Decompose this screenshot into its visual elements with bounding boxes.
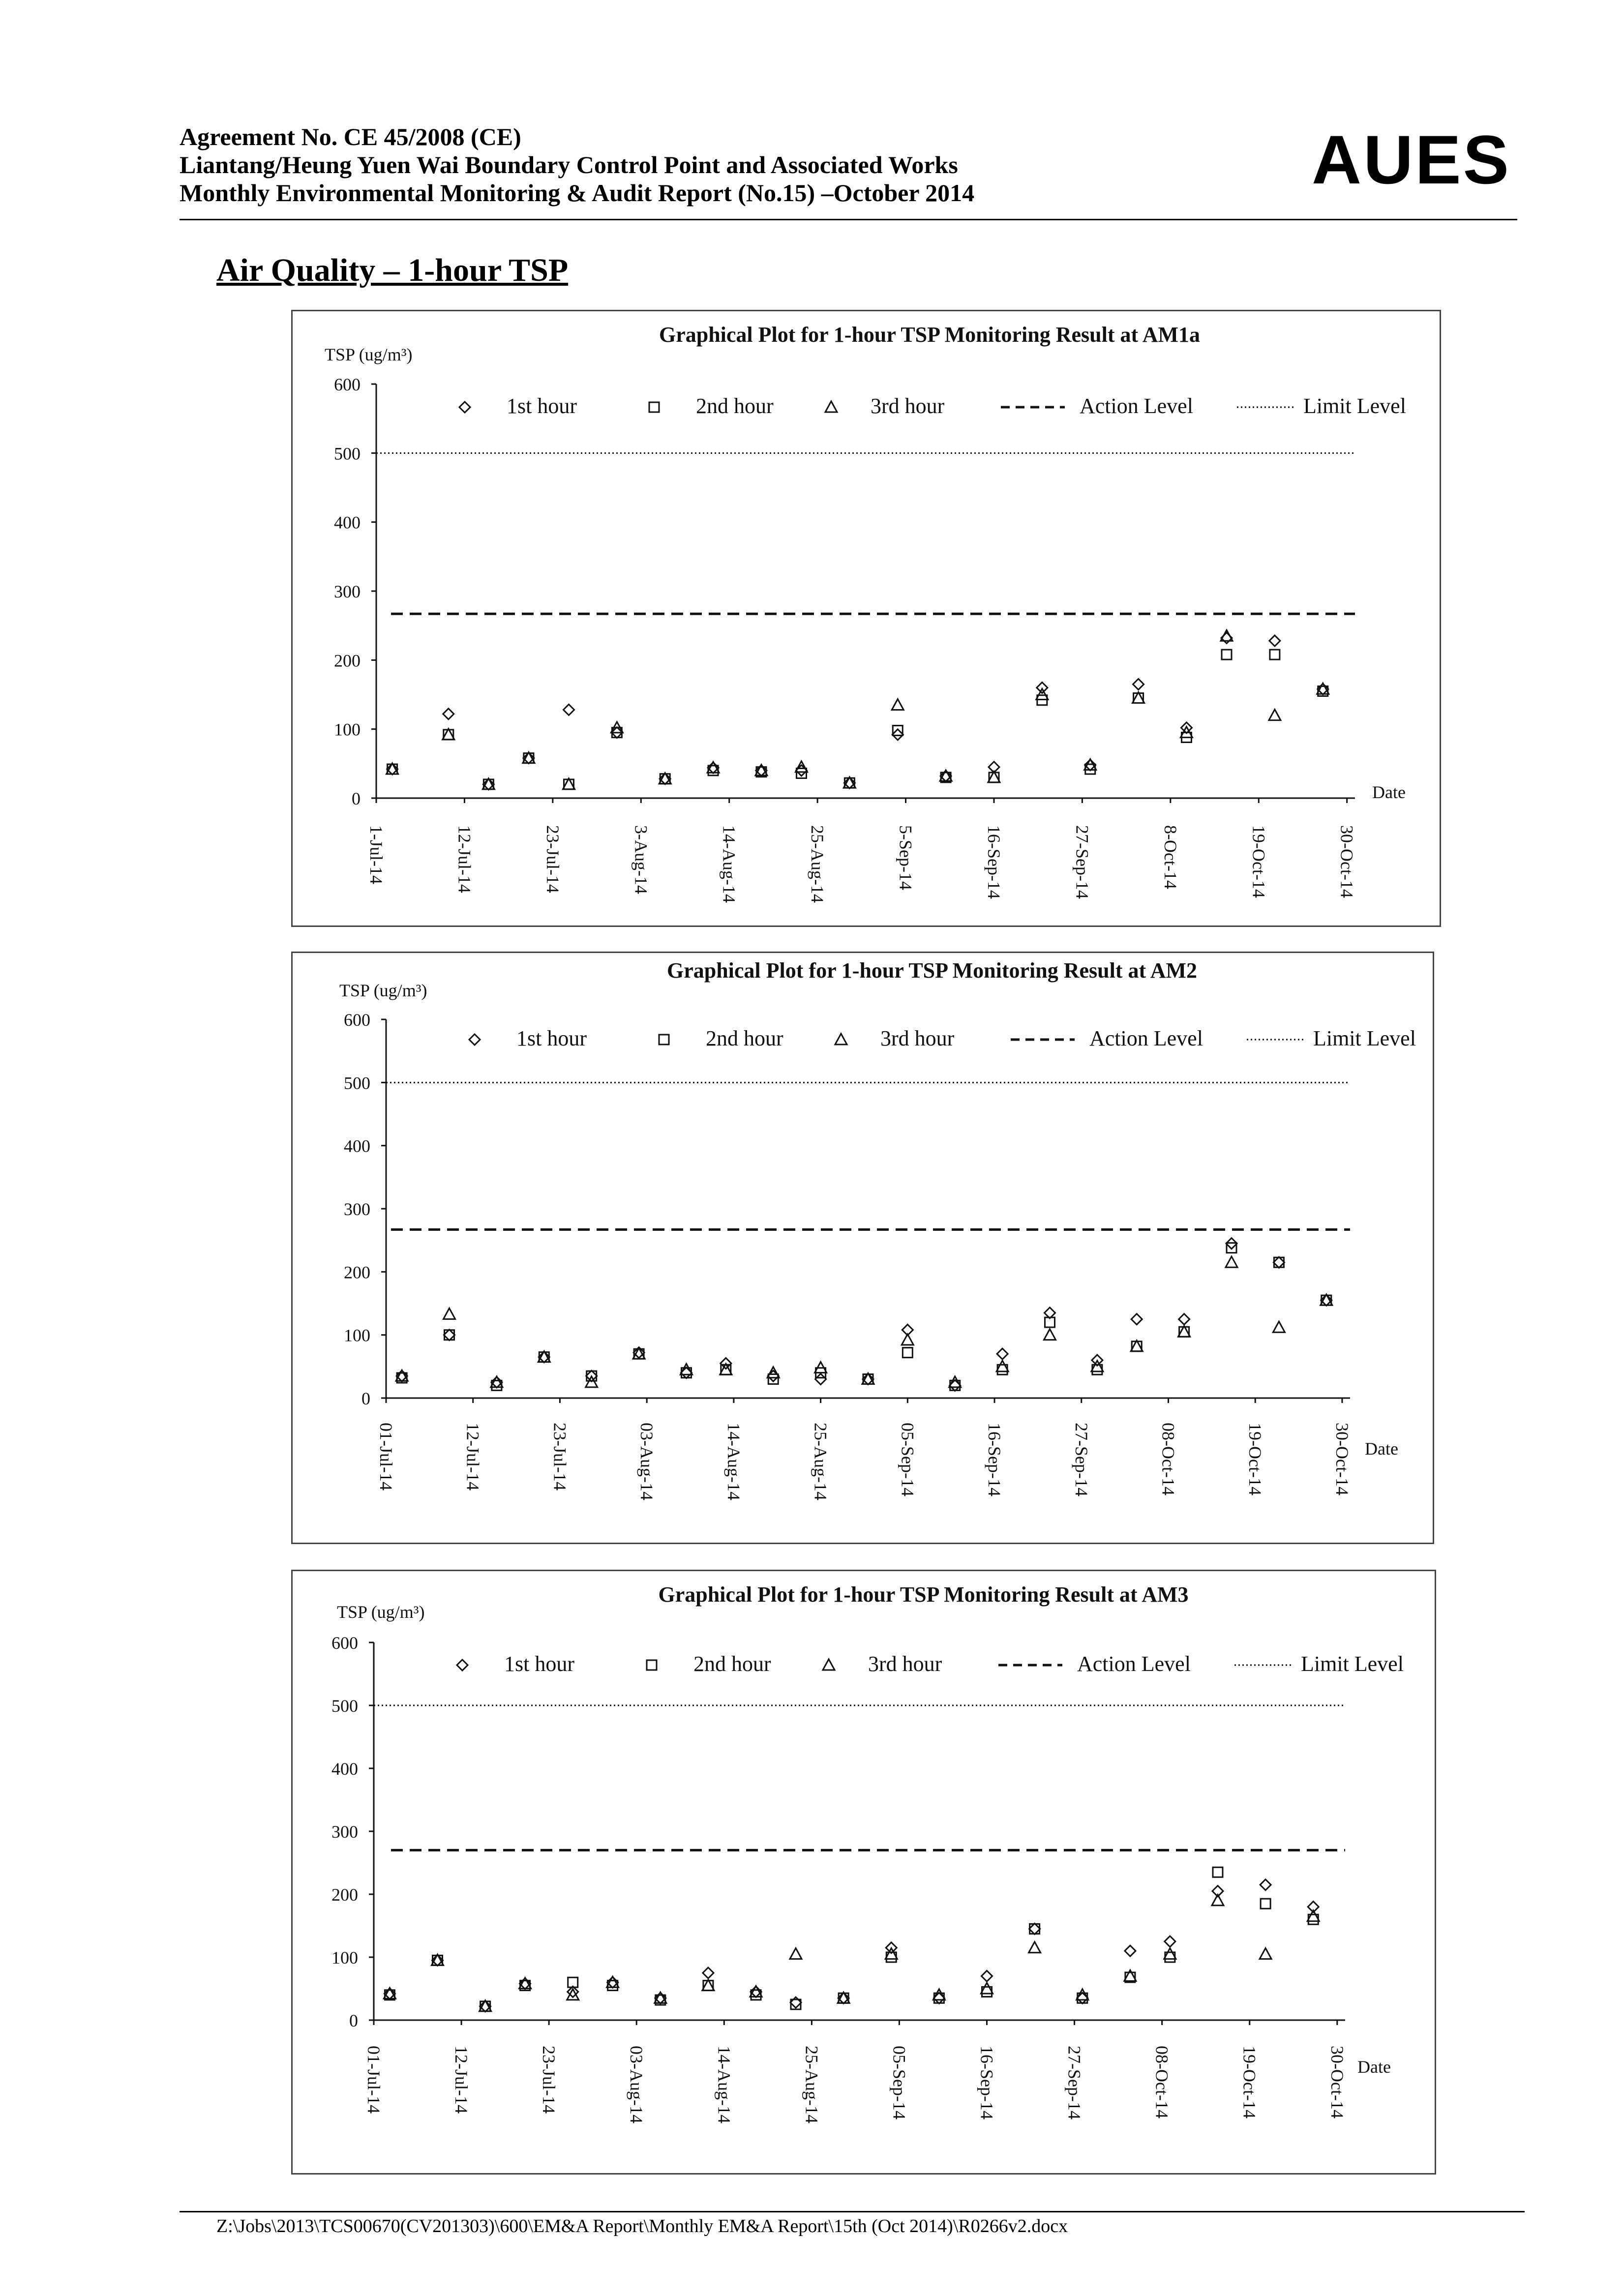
data-point-3rd-hour xyxy=(796,761,808,772)
data-point-3rd-hour xyxy=(1260,1948,1271,1959)
x-tick-label: 19-Oct-14 xyxy=(1239,2046,1260,2118)
data-point-1st-hour xyxy=(950,1380,961,1391)
x-tick-label: 01-Jul-14 xyxy=(364,2046,384,2114)
y-tick-label: 600 xyxy=(334,375,361,394)
data-point-3rd-hour xyxy=(1226,1256,1237,1267)
chart-am2 xyxy=(293,953,1433,1543)
data-point-3rd-hour xyxy=(767,1367,779,1378)
legend-action-level-label: Action Level xyxy=(1089,1026,1203,1050)
data-point-2nd-hour xyxy=(1030,1924,1040,1934)
data-point-2nd-hour xyxy=(1274,1257,1284,1267)
y-tick-label: 400 xyxy=(331,1759,358,1779)
legend-3rd-hour-marker xyxy=(823,1659,835,1670)
chart-am3 xyxy=(293,1571,1435,2173)
data-point-3rd-hour xyxy=(1273,1321,1285,1332)
x-tick-label: 19-Oct-14 xyxy=(1245,1423,1265,1495)
x-tick-label: 03-Aug-14 xyxy=(637,1423,657,1500)
data-point-1st-hour xyxy=(1029,1923,1040,1934)
x-axis-label: Date xyxy=(1372,782,1406,802)
y-tick-label: 0 xyxy=(352,789,361,808)
x-tick-label: 23-Jul-14 xyxy=(550,1423,570,1491)
data-point-2nd-hour xyxy=(1213,1867,1223,1877)
header-divider xyxy=(180,219,1517,220)
file-path: Z:\Jobs\2013\TCS00670(CV201303)\600\EM&A Report\Monthly EM&A Report\15th (Oct 2014)\R0266v2.docx xyxy=(216,2216,1068,2236)
agreement-number: Agreement No. CE 45/2008 (CE) xyxy=(180,123,521,150)
y-tick-label: 200 xyxy=(344,1262,370,1282)
chart-title: Graphical Plot for 1-hour TSP Monitoring Result at AM1a xyxy=(659,323,1201,347)
y-tick-label: 500 xyxy=(344,1073,370,1093)
y-tick-label: 100 xyxy=(344,1325,370,1345)
x-tick-label: 30-Oct-14 xyxy=(1327,2046,1347,2118)
data-point-1st-hour xyxy=(1133,679,1144,689)
y-tick-label: 400 xyxy=(344,1136,370,1156)
y-tick-label: 600 xyxy=(344,1010,370,1030)
chart-panel-am3 xyxy=(291,1570,1436,2175)
x-tick-label: 23-Jul-14 xyxy=(542,825,563,893)
report-title: Monthly Environmental Monitoring & Audit Report (No.15) –October 2014 xyxy=(180,179,975,207)
data-point-3rd-hour xyxy=(1164,1948,1176,1959)
data-point-3rd-hour xyxy=(1269,710,1281,720)
y-tick-label: 100 xyxy=(331,1948,358,1968)
y-axis-label: TSP (ug/m³) xyxy=(339,981,427,1000)
data-point-2nd-hour xyxy=(445,1330,454,1340)
data-point-1st-hour xyxy=(768,1371,779,1381)
data-point-1st-hour xyxy=(563,704,574,715)
chart-am1a xyxy=(293,311,1440,925)
x-tick-label: 30-Oct-14 xyxy=(1332,1423,1352,1495)
x-tick-label: 03-Aug-14 xyxy=(627,2046,647,2123)
x-tick-label: 8-Oct-14 xyxy=(1160,825,1180,889)
data-point-3rd-hour xyxy=(996,1361,1008,1372)
chart-panel-am2 xyxy=(291,952,1434,1544)
legend-3rd-hour-label: 3rd hour xyxy=(880,1026,955,1050)
y-tick-label: 400 xyxy=(334,512,361,533)
y-axis-label: TSP (ug/m³) xyxy=(325,345,413,364)
data-point-3rd-hour xyxy=(680,1364,692,1374)
x-tick-label: 01-Jul-14 xyxy=(376,1423,396,1491)
data-point-3rd-hour xyxy=(444,1308,455,1319)
data-point-1st-hour xyxy=(933,1993,944,2003)
legend-3rd-hour-marker xyxy=(825,401,837,412)
legend-1st-hour-marker xyxy=(459,402,470,413)
y-tick-label: 0 xyxy=(361,1389,370,1408)
data-point-3rd-hour xyxy=(892,699,903,710)
legend-3rd-hour-marker xyxy=(835,1034,847,1044)
data-point-3rd-hour xyxy=(981,1983,993,1994)
x-axis-label: Date xyxy=(1357,2057,1391,2077)
data-point-1st-hour xyxy=(1273,1257,1284,1268)
data-point-3rd-hour xyxy=(949,1376,961,1387)
y-tick-label: 600 xyxy=(331,1633,358,1653)
x-tick-label: 27-Sep-14 xyxy=(1072,825,1092,899)
x-tick-label: 12-Jul-14 xyxy=(451,2046,472,2114)
legend-limit-level-label: Limit Level xyxy=(1313,1026,1416,1050)
data-point-1st-hour xyxy=(982,1970,992,1981)
data-point-1st-hour xyxy=(1077,1993,1088,2003)
legend-action-level-label: Action Level xyxy=(1077,1652,1191,1676)
legend-2nd-hour-marker xyxy=(647,1660,657,1670)
legend-limit-level-label: Limit Level xyxy=(1303,394,1406,418)
data-point-2nd-hour xyxy=(768,1374,778,1384)
x-tick-label: 05-Sep-14 xyxy=(889,2046,909,2119)
data-point-1st-hour xyxy=(815,1374,826,1385)
data-point-1st-hour xyxy=(790,1997,801,2008)
y-tick-label: 0 xyxy=(349,2011,358,2030)
data-point-3rd-hour xyxy=(790,1948,802,1959)
data-point-2nd-hour xyxy=(1261,1899,1270,1908)
chart-panel-am1a xyxy=(291,310,1441,927)
x-tick-label: 3-Aug-14 xyxy=(631,825,651,894)
x-tick-label: 19-Oct-14 xyxy=(1249,825,1269,898)
x-tick-label: 25-Aug-14 xyxy=(802,2046,822,2123)
y-tick-label: 500 xyxy=(331,1696,358,1716)
y-tick-label: 100 xyxy=(334,719,361,740)
data-point-3rd-hour xyxy=(1044,1329,1056,1340)
x-tick-label: 25-Aug-14 xyxy=(811,1423,831,1500)
legend-3rd-hour-label: 3rd hour xyxy=(868,1652,942,1676)
y-tick-label: 300 xyxy=(344,1199,370,1219)
data-point-1st-hour xyxy=(703,1968,714,1978)
data-point-1st-hour xyxy=(1179,1314,1190,1325)
y-tick-label: 300 xyxy=(334,582,361,601)
legend-2nd-hour-label: 2nd hour xyxy=(693,1652,771,1676)
legend-2nd-hour-marker xyxy=(659,1035,669,1044)
x-tick-label: 30-Oct-14 xyxy=(1337,825,1357,898)
legend-2nd-hour-label: 2nd hour xyxy=(706,1026,783,1050)
x-tick-label: 05-Sep-14 xyxy=(898,1423,918,1496)
legend-action-level-label: Action Level xyxy=(1080,394,1193,418)
x-tick-label: 27-Sep-14 xyxy=(1064,2046,1084,2119)
x-tick-label: 14-Aug-14 xyxy=(714,2046,734,2123)
chart-title: Graphical Plot for 1-hour TSP Monitoring Result at AM2 xyxy=(666,958,1198,983)
y-axis-label: TSP (ug/m³) xyxy=(337,1602,425,1622)
project-name: Liantang/Heung Yuen Wai Boundary Control Point and Associated Works xyxy=(180,151,958,179)
x-tick-label: 08-Oct-14 xyxy=(1158,1423,1178,1495)
x-tick-label: 23-Jul-14 xyxy=(539,2046,559,2114)
data-point-1st-hour xyxy=(892,729,903,740)
x-tick-label: 16-Sep-14 xyxy=(984,825,1004,899)
legend-1st-hour-marker xyxy=(469,1034,480,1045)
data-point-1st-hour xyxy=(444,1330,455,1341)
data-point-3rd-hour xyxy=(933,1989,945,2000)
aues-logo: AUES xyxy=(1312,121,1511,198)
section-title: Air Quality – 1-hour TSP xyxy=(216,252,569,288)
footer-divider xyxy=(180,2211,1525,2212)
legend-1st-hour-label: 1st hour xyxy=(516,1026,587,1050)
chart-title: Graphical Plot for 1-hour TSP Monitoring Result at AM3 xyxy=(658,1582,1189,1607)
y-tick-label: 500 xyxy=(334,444,361,464)
data-point-1st-hour xyxy=(1045,1308,1055,1318)
x-tick-label: 12-Jul-14 xyxy=(463,1423,483,1491)
data-point-2nd-hour xyxy=(1270,650,1280,659)
x-tick-label: 08-Oct-14 xyxy=(1152,2046,1172,2118)
x-tick-label: 14-Aug-14 xyxy=(719,825,739,903)
data-point-2nd-hour xyxy=(893,725,902,735)
data-point-2nd-hour xyxy=(902,1348,912,1358)
data-point-1st-hour xyxy=(1165,1936,1175,1947)
x-tick-label: 25-Aug-14 xyxy=(808,825,828,903)
data-point-1st-hour xyxy=(1131,1314,1142,1325)
legend-3rd-hour-label: 3rd hour xyxy=(871,394,945,418)
legend-1st-hour-label: 1st hour xyxy=(507,394,577,418)
y-tick-label: 300 xyxy=(331,1822,358,1842)
data-point-1st-hour xyxy=(443,709,454,719)
legend-2nd-hour-marker xyxy=(649,402,659,412)
x-tick-label: 27-Sep-14 xyxy=(1071,1423,1091,1496)
x-tick-label: 14-Aug-14 xyxy=(723,1423,744,1500)
x-tick-label: 16-Sep-14 xyxy=(977,2046,997,2119)
y-tick-label: 200 xyxy=(334,651,361,671)
data-point-1st-hour xyxy=(681,1368,692,1378)
x-tick-label: 16-Sep-14 xyxy=(985,1423,1005,1496)
x-tick-label: 1-Jul-14 xyxy=(366,825,386,884)
data-point-1st-hour xyxy=(997,1348,1008,1359)
legend-1st-hour-label: 1st hour xyxy=(504,1652,574,1676)
x-tick-label: 12-Jul-14 xyxy=(454,825,475,893)
data-point-2nd-hour xyxy=(1222,650,1232,659)
data-point-1st-hour xyxy=(1260,1879,1271,1890)
y-tick-label: 200 xyxy=(331,1885,358,1905)
legend-1st-hour-marker xyxy=(457,1660,468,1670)
data-point-3rd-hour xyxy=(1029,1942,1041,1953)
legend-2nd-hour-label: 2nd hour xyxy=(696,394,774,418)
data-point-3rd-hour xyxy=(1077,1989,1088,2000)
data-point-1st-hour xyxy=(1269,635,1280,646)
x-tick-label: 5-Sep-14 xyxy=(896,825,916,890)
x-axis-label: Date xyxy=(1365,1439,1398,1459)
data-point-1st-hour xyxy=(1125,1945,1136,1956)
legend-limit-level-label: Limit Level xyxy=(1301,1652,1404,1676)
